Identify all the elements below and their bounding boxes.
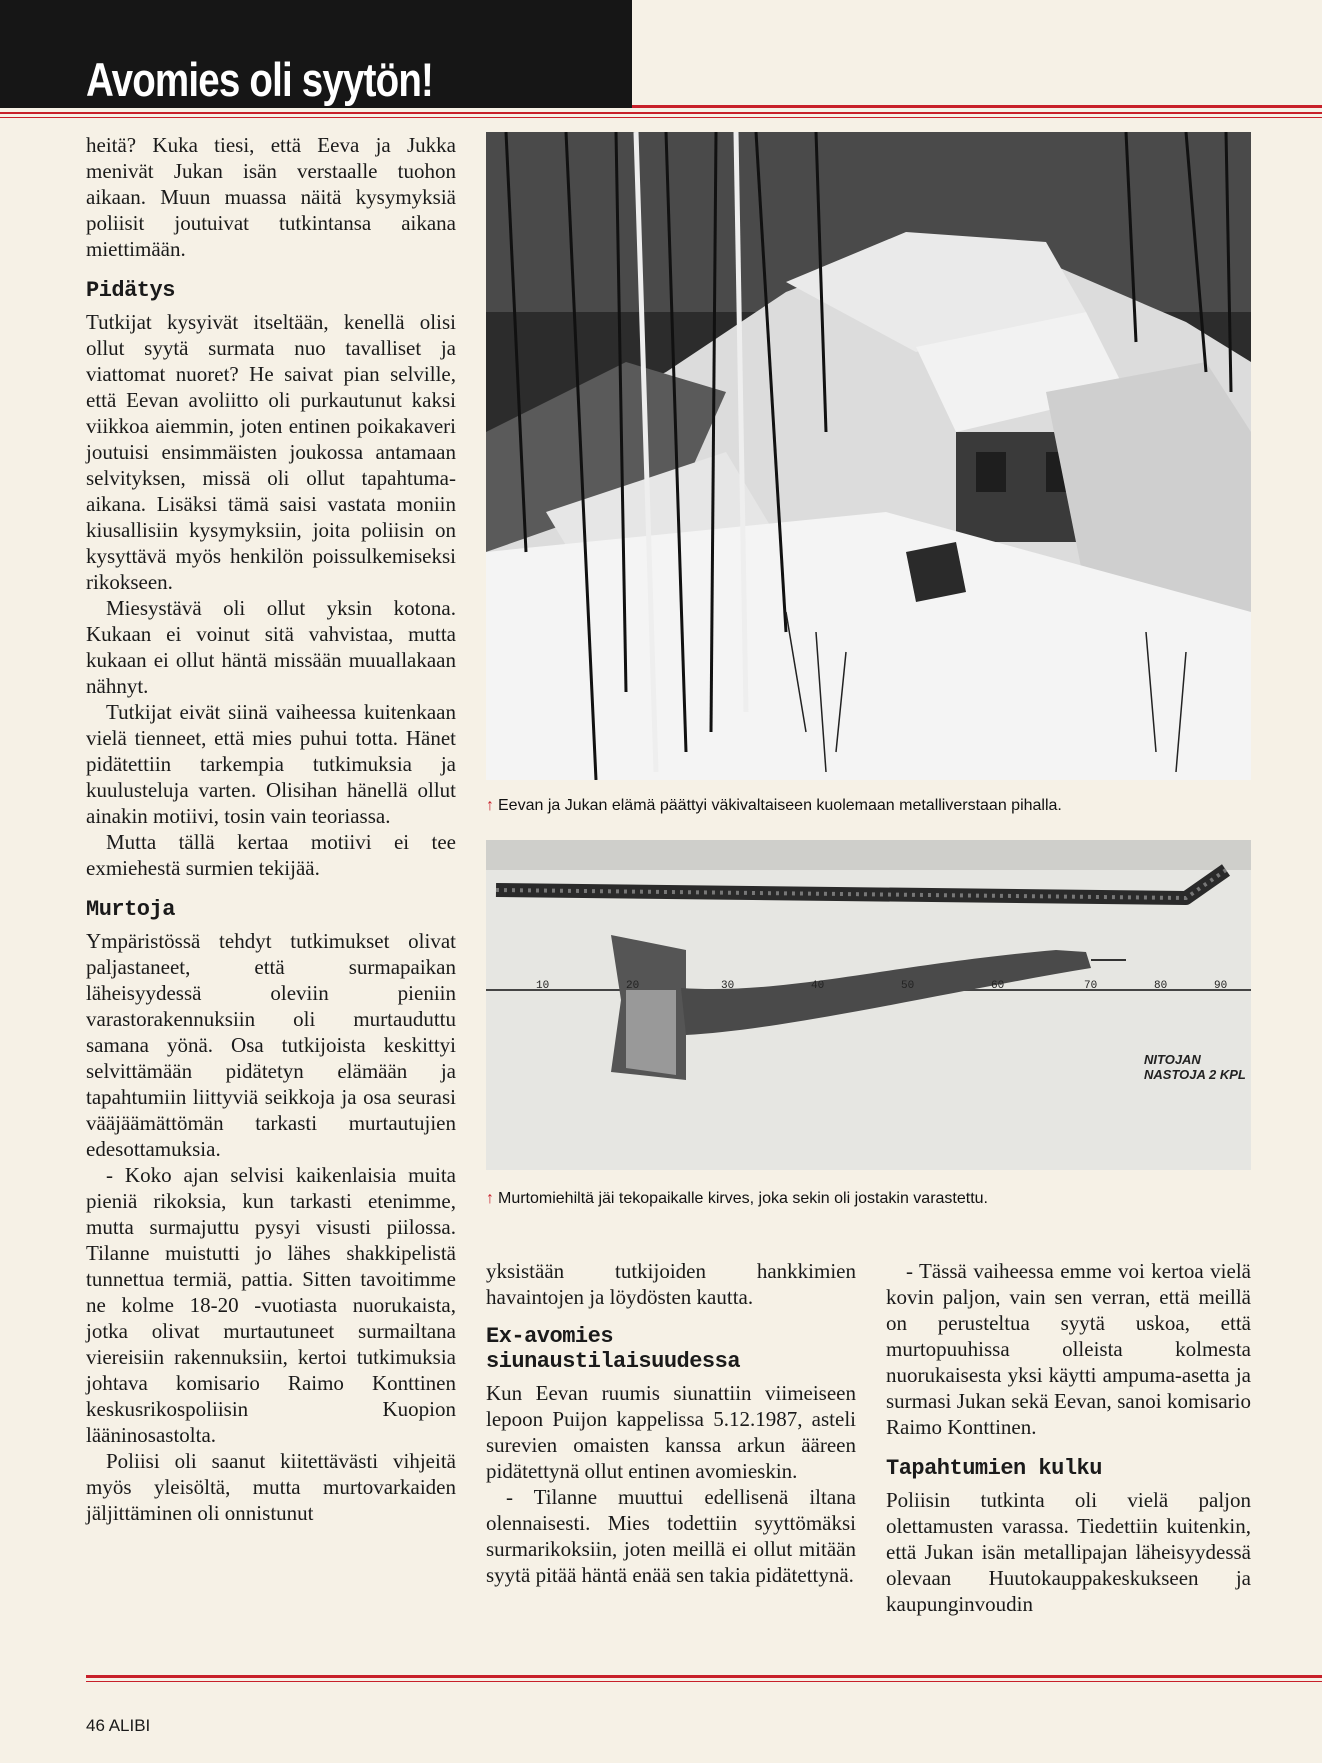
top-rule (0, 117, 1322, 118)
ruler-labels (486, 980, 1251, 998)
article-column-1 (86, 132, 456, 1526)
ruler-tick: 50 (901, 980, 915, 992)
photo-crime-scene (486, 132, 1251, 780)
paragraph: - Tässä vaiheessa emme voi kertoa vielä kovin paljon, vain sen verran, että meillä on perusteltua syytä uskoa, että murtopuuhissa olleista kolmesta nuorukaisesta yksi käytti ampuma-asetta ja surmasi Jukan sekä Eevan, sanoi komisario Raimo Konttinen. (886, 1259, 1251, 1439)
ruler-tick: 40 (811, 980, 825, 992)
snow-scene-image (486, 132, 1251, 780)
caption-text: Murtomiehiltä jäi tekopaikalle kirves, joka sekin oli jostakin varastettu. (498, 1190, 988, 1207)
article-column-2 (486, 1258, 856, 1588)
caption-text: Eevan ja Jukan elämä päättyi väkivaltaiseen kuolemaan metalliverstaan pihalla. (498, 797, 1062, 814)
paragraph: heitä? Kuka tiesi, että Eeva ja Jukka menivät Jukan isän verstaalle tuohon aikaan. Muun muassa näitä kysymyksiä poliisit joutuivat tutkintansa aikana miettimään. (86, 133, 456, 261)
ruler-tick: 80 (1154, 980, 1168, 992)
label-line: NITOJAN (1144, 1052, 1201, 1067)
ruler-tick: 10 (536, 980, 550, 992)
paragraph: Kun Eevan ruumis siunattiin viimeiseen lepoon Puijon kappelissa 5.12.1987, asteli surevien omaisten kanssa arkun ääreen pidätettynä ollut entinen avomieskin. (486, 1381, 856, 1483)
bottom-rule (86, 1675, 1322, 1678)
photo-caption (486, 1190, 988, 1208)
paragraph: yksistään tutkijoiden hankkimien havaintojen ja löydösten kautta. (486, 1259, 856, 1309)
arrow-up-icon: ↑ (486, 1190, 494, 1207)
article-column-3 (886, 1258, 1251, 1617)
photo-caption (486, 797, 1062, 815)
top-rule (0, 112, 1322, 114)
ruler-tick: 60 (991, 980, 1005, 992)
arrow-up-icon: ↑ (486, 797, 494, 814)
label-line: NASTOJA 2 KPL (1144, 1067, 1246, 1082)
paragraph: Tutkijat eivät siinä vaiheessa kuitenkaan vielä tienneet, että mies puhui totta. Hänet pidätettiin tarkempia tutkimuksia ja kuulusteluja varten. Olisihan hänellä ollut ainakin motiivi, tosin vain teoriassa. (86, 700, 456, 828)
ruler-tick: 20 (626, 980, 640, 992)
ruler-tick: 30 (721, 980, 735, 992)
paragraph: Tutkijat kysyivät itseltään, kenellä olisi ollut syytä surmata nuo tavalliset ja viattomat nuoret? He saivat pian selville, että Eevan avoliitto oli purkautunut kaksi viikkoa aiemmin, joten entinen poikakaveri joutuisi ensimmäisten joukossa antamaan selvityksen, missä oli ollut tapahtuma-aikana. Lisäksi tämä saisi vastata moniin kiusallisiin kysymyksiin, joita poliisin on kysyttävä myös henkilön poissulkemiseksi rikokseen. (86, 310, 456, 594)
paragraph: Ympäristössä tehdyt tutkimukset olivat paljastaneet, että surmapaikan läheisyydessä oleviin pieniin varastorakennuksiin oli murtauduttu samana yönä. Osa tutkijoista keskittyi selvittämään pidätetyn elämään ja tapahtumiin liittyviä seikkoja ja osa seurasi vääjäämättömän tarkasti murtautujien edesottamuksia. (86, 929, 456, 1161)
page-title: Avomies oli syytön! (86, 53, 434, 106)
photo-axe (486, 840, 1251, 1170)
paragraph: Poliisin tutkinta oli vielä paljon olettamusten varassa. Tiedettiin kuitenkin, että Jukan isän metallipajan läheisyydessä olevaan Huutokauppakeskukseen ja kaupunginvoudin (886, 1488, 1251, 1616)
paragraph: Mutta tällä kertaa motiivi ei tee exmiehestä surmien tekijää. (86, 830, 456, 880)
paragraph: Poliisi oli saanut kiitettävästi vihjeitä myös yleisöltä, mutta murtovarkaiden jäljittäminen oli onnistunut (86, 1449, 456, 1525)
axe-image (486, 840, 1251, 1170)
subheading-pidatys: Pidätys (86, 278, 175, 303)
page-footer: 46 ALIBI (86, 1716, 151, 1735)
handwritten-label (1144, 1052, 1246, 1082)
paragraph: - Koko ajan selvisi kaikenlaisia muita pieniä rikoksia, kun tarkasti etenimme, mutta surmajuttu pysyi visusti piilossa. Tilanne muistutti jo lähes shakkipelistä tunnettua termiä, pattia. Sitten tavoitimme ne kolme 18-20 -vuotiasta nuorukaista, jotka olivat murtautuneet surmailtana viereisiin rakennuksiin, kertoi tutkimuksia johtava komisario Raimo Konttinen keskusrikospoliisin Kuopion lääninosastolta. (86, 1163, 456, 1447)
ruler-tick: 70 (1084, 980, 1098, 992)
bottom-rule (86, 1681, 1322, 1682)
top-rule (632, 105, 1322, 108)
subheading-tapahtumien-kulku: Tapahtumien kulku (886, 1456, 1102, 1481)
paragraph: - Tilanne muuttui edellisenä iltana olennaisesti. Mies todettiin syyttömäksi surmarikoksiin, joten meillä ei ollut mitään syytä pitää häntä enää sen takia pidätettynä. (486, 1485, 856, 1587)
subheading-murtoja: Murtoja (86, 897, 175, 922)
ruler-tick: 90 (1214, 980, 1228, 992)
paragraph: Miesystävä oli ollut yksin kotona. Kukaan ei voinut sitä vahvistaa, mutta kukaan ei ollut häntä missään muuallakaan nähnyt. (86, 596, 456, 698)
subheading-ex-avomies: Ex-avomies siunaustilaisuudessa (486, 1324, 741, 1374)
